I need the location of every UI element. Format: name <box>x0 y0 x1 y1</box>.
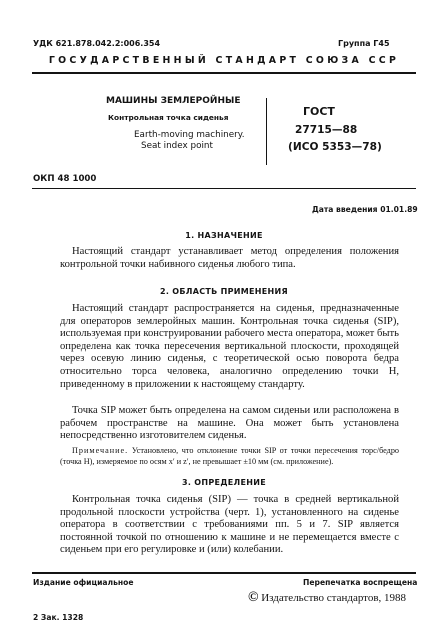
iso-reference: (ИСО 5353—78) <box>288 141 382 153</box>
section-2-note <box>60 446 399 468</box>
section-2-paragraph-1: Настоящий стандарт распространяется на сиденья, предназначенные для операторов землеройных машин. Контрольная точка сиденья (SIP), используемая при конструировании рабочего места оператора, может быть определена как точка пересечения вертикальной плоскости, проходящей через осевую линию сиденья, с теоретической осью поворота бедра относительно торса человека, аналогично определению точки Н, приведенному в приложении к настоящему стандарту. <box>60 303 399 390</box>
header-rule <box>32 72 416 74</box>
document-title: МАШИНЫ ЗЕМЛЕРОЙНЫЕ <box>106 96 241 106</box>
copyright-line <box>248 590 406 606</box>
section-2-paragraph-2: Точка SIP может быть определена на самом сиденьи или расположена в рабочем пространстве на машине. Она может быть установлена непосредственно изготовителем сиденья. <box>60 405 399 442</box>
introduction-date: Дата введения 01.01.89 <box>312 205 418 214</box>
english-title-line-2: Seat index point <box>141 141 213 151</box>
section-2-heading: 2. ОБЛАСТЬ ПРИМЕНЕНИЯ <box>159 287 289 296</box>
english-title-line-1: Earth-moving machinery. <box>134 130 245 140</box>
copyright-icon: © <box>248 590 259 605</box>
udk-code: УДК 621.878.042.2:006.354 <box>33 39 161 48</box>
publisher: Издательство стандартов, 1988 <box>261 592 407 604</box>
official-edition: Издание официальное <box>33 578 134 587</box>
gost-label: ГОСТ <box>303 105 335 118</box>
okp-code: ОКП 48 1000 <box>33 174 97 184</box>
note-text: Установлено, что отклонение точки SIP от точки пересечения торс/бедро (точка H), измеряемое по осям x′ и z′, не превышает ±10 мм (см. приложение). <box>60 446 400 466</box>
standard-banner: ГОСУДАРСТВЕННЫЙ СТАНДАРТ СОЮЗА ССР <box>48 55 400 66</box>
gost-number: 27715—88 <box>295 124 358 136</box>
section-3-paragraph: Контрольная точка сиденья (SIP) — точка в средней вертикальной продольной плоскости устройства (черт. 1), установленного на сиденье оператора в соответствии с требованиями пп. 5 и 7. SIP является постоянной точкой по отношению к машине и не перемещается вместе с сиденьем при его регулировке и (или) колебании. <box>60 494 399 556</box>
section-1-heading: 1. НАЗНАЧЕНИЕ <box>185 231 263 240</box>
document-subtitle: Контрольная точка сиденья <box>108 113 229 122</box>
reprint-notice: Перепечатка воспрещена <box>303 578 418 587</box>
order-number: 2 Зак. 1328 <box>33 613 84 622</box>
section-3-heading: 3. ОПРЕДЕЛЕНИЕ <box>182 478 266 487</box>
footer-rule <box>32 572 416 574</box>
note-label: Примечание. <box>72 446 129 455</box>
group-code: Группа Г45 <box>338 39 390 48</box>
title-divider <box>266 98 267 165</box>
section-1-paragraph: Настоящий стандарт устанавливает метод определения положения контрольной точки набивного сиденья любого типа. <box>60 246 399 270</box>
okp-rule <box>32 188 416 189</box>
